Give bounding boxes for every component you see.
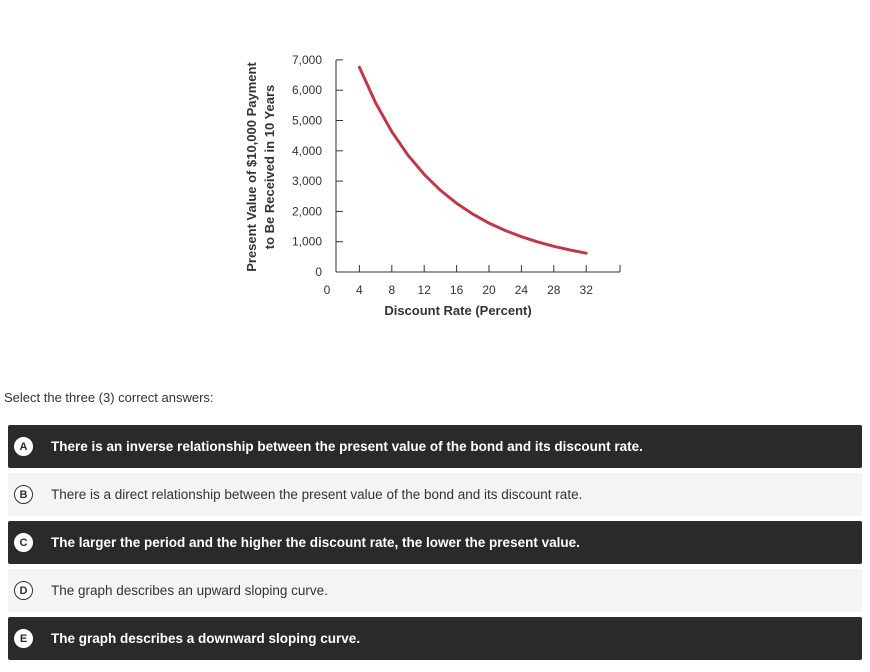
x-tick-label: 12 <box>417 283 431 297</box>
question-prompt: Select the three (3) correct answers: <box>4 390 214 405</box>
answer-option-a[interactable] <box>8 425 862 468</box>
y-tick-label: 6,000 <box>291 83 322 98</box>
x-tick-label: 0 <box>323 283 331 297</box>
y-axis <box>292 53 343 279</box>
option-text: There is a direct relationship between the present value of the bond and its discount rate. <box>51 487 583 502</box>
present-value-curve <box>359 67 586 253</box>
option-letter-badge: A <box>14 437 33 456</box>
option-letter-badge: B <box>14 485 33 504</box>
option-letter-badge: D <box>14 581 33 600</box>
x-tick-label: 32 <box>579 283 593 297</box>
x-tick-label: 24 <box>514 283 529 297</box>
answer-option-c[interactable] <box>8 521 862 564</box>
y-axis-title-line2: to Be Received in 10 Years <box>262 84 277 250</box>
x-tick-label: 20 <box>482 283 496 297</box>
x-tick-label: 16 <box>449 283 464 297</box>
option-text: The graph describes a downward sloping curve. <box>51 631 361 646</box>
y-tick-label: 7,000 <box>291 52 322 67</box>
present-value-chart <box>0 0 870 330</box>
answer-option-b[interactable] <box>8 473 862 516</box>
x-axis <box>324 265 620 297</box>
option-text: There is an inverse relationship between the present value of the bond and its discount rate. <box>51 439 643 454</box>
y-tick-label: 4,000 <box>291 143 322 158</box>
y-tick-label: 1,000 <box>291 234 322 249</box>
option-letter-badge: C <box>14 533 33 552</box>
y-tick-label: 3,000 <box>291 174 322 189</box>
option-letter-badge: E <box>14 629 33 648</box>
answer-option-e[interactable] <box>8 617 862 660</box>
x-axis-title: Discount Rate (Percent) <box>384 303 532 318</box>
answer-option-d[interactable] <box>8 569 862 612</box>
y-tick-label: 5,000 <box>291 113 322 128</box>
x-tick-label: 8 <box>388 283 396 297</box>
answer-options <box>8 425 862 665</box>
x-tick-label: 28 <box>547 283 561 297</box>
y-axis-title-line1: Present Value of $10,000 Payment <box>244 62 259 272</box>
y-tick-label: 0 <box>315 265 322 279</box>
x-tick-label: 4 <box>356 283 363 297</box>
option-text: The graph describes an upward sloping curve. <box>51 583 328 598</box>
y-tick-label: 2,000 <box>291 204 322 219</box>
option-text: The larger the period and the higher the discount rate, the lower the present value. <box>51 535 580 550</box>
